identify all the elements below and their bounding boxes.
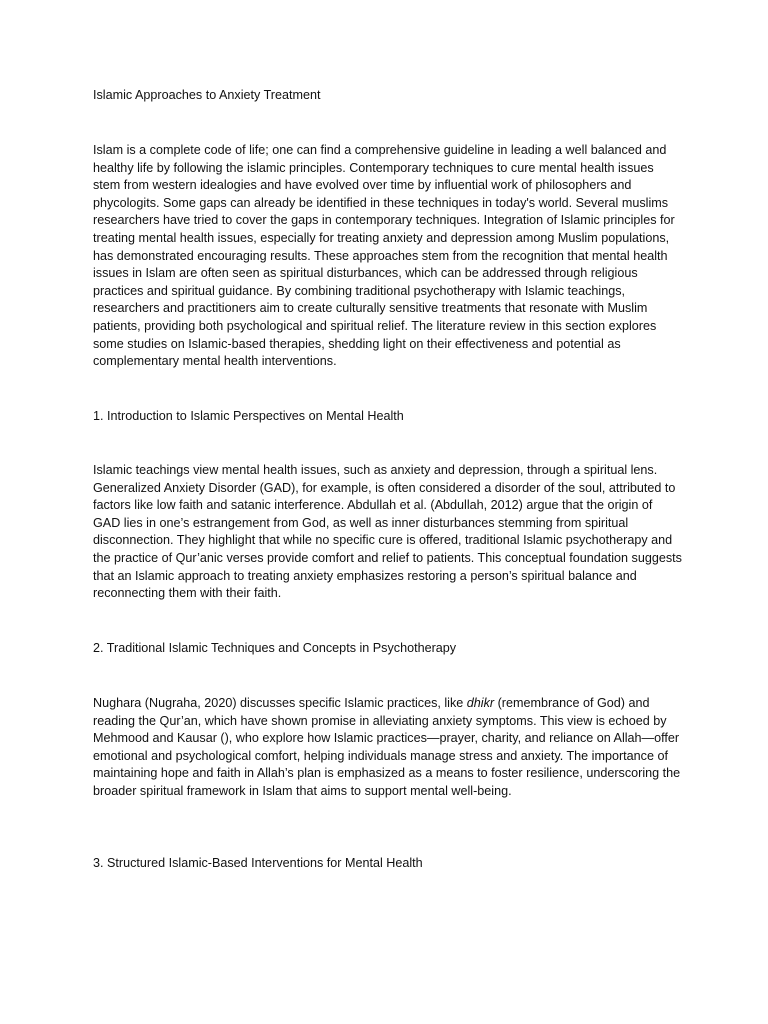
document-title: Islamic Approaches to Anxiety Treatment	[93, 88, 321, 102]
section-2-text-end: (remembrance of God) and reading the Qur’an, which have shown promise in alleviating anxiety symptoms. This view is echoed by Mehmood and Kausar (), who explore how Islamic practices—prayer, charity, and reliance on Allah—offer emotional and psychological comfort, helping individuals manage stress and anxiety. The importance of maintaining hope and faith in Allah’s plan is emphasized as a means to foster resilience, underscoring the broader spiritual framework in Islam that aims to support mental well-being.	[93, 696, 681, 798]
section-3-heading: 3. Structured Islamic-Based Interventions for Mental Health	[93, 856, 423, 870]
section-2-text-start: Nughara (Nugraha, 2020) discusses specific Islamic practices, like	[93, 696, 467, 710]
intro-paragraph: Islam is a complete code of life; one can find a comprehensive guideline in leading a well balanced and healthy life by following the islamic principles. Contemporary techniques to cure mental health issues stem from western idealogies and have evolved over time by influential work of philosophers and phycologits. Some gaps can already be identified in these techniques in today's world. Several muslims researchers have tried to cover the gaps in contemporary techniques. Integration of Islamic principles for treating mental health issues, especially for treating anxiety and depression among Muslim populations, has demonstrated encouraging results. These approaches stem from the recognition that mental health issues in Islam are often seen as spiritual disturbances, which can be addressed through religious practices and spiritual guidance. By combining traditional psychotherapy with Islamic teachings, researchers and practitioners aim to create culturally sensitive treatments that resonate with Muslim patients, providing both psychological and spiritual relief. The literature review in this section explores some studies on Islamic-based therapies, shedding light on their effectiveness and potential as complementary mental health interventions.	[93, 143, 675, 369]
section-1-heading: 1. Introduction to Islamic Perspectives on Mental Health	[93, 409, 404, 423]
section-2-paragraph	[93, 695, 683, 801]
dhikr-emphasis: dhikr	[466, 696, 495, 710]
section-2-heading: 2. Traditional Islamic Techniques and Concepts in Psychotherapy	[93, 641, 457, 655]
section-1-paragraph: Islamic teachings view mental health issues, such as anxiety and depression, through a spiritual lens. Generalized Anxiety Disorder (GAD), for example, is often considered a disorder of the soul, attributed to factors like low faith and satanic interference. Abdullah et al. (Abdullah, 2012) argue that the origin of GAD lies in one’s estrangement from God, as well as inner disturbances stemming from spiritual disconnection. They highlight that while no specific cure is offered, traditional Islamic psychotherapy and the practice of Qur’anic verses provide comfort and relief to patients. This conceptual foundation suggests that an Islamic approach to treating anxiety emphasizes restoring a person’s spiritual balance and reconnecting them with their faith.	[93, 463, 682, 601]
